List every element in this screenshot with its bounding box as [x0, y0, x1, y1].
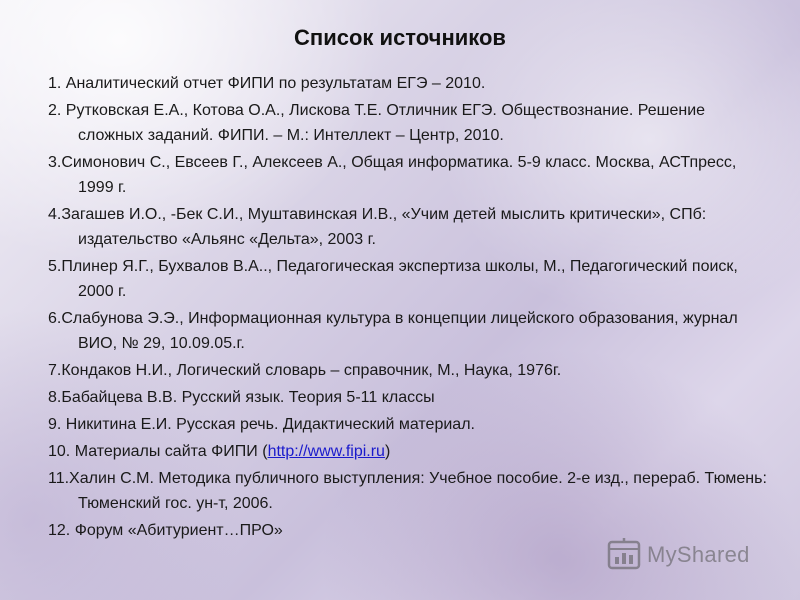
list-item: 6.Слабунова Э.Э., Информационная культура в концепции лицейского образования, журнал ВИО, № 29, 10.09.05.г.: [48, 310, 738, 352]
watermark-text: MyShared: [647, 542, 750, 567]
list-item: 12. Форум «Абитуриент…ПРО»: [48, 522, 283, 539]
fipi-link[interactable]: http://www.fipi.ru: [267, 443, 385, 460]
watermark[interactable]: [607, 537, 750, 573]
list-item: 7.Кондаков Н.И., Логический словарь – справочник, М., Наука, 1976г.: [48, 362, 562, 379]
item10-prefix: 10. Материалы сайта ФИПИ (: [48, 443, 268, 460]
list-item: 2. Рутковская Е.А., Котова О.А., Лискова Т.Е. Отличник ЕГЭ. Обществознание. Решение сложных заданий. ФИПИ. – М.: Интеллект – Центр, 2010.: [48, 102, 706, 144]
list-item: 3.Симонович С., Евсеев Г., Алексеев А., Общая информатика. 5-9 класс. Москва, АСТпресс, 1999 г.: [48, 154, 737, 196]
list-item: 11.Халин С.М. Методика публичного выступления: Учебное пособие. 2-е изд., перераб. Тюмень: Тюменский гос. ун-т, 2006.: [48, 470, 767, 512]
list-item: 5.Плинер Я.Г., Бухвалов В.А.., Педагогическая экспертиза школы, М., Педагогический поиск, 2000 г.: [48, 258, 738, 300]
myshared-logo-icon: [607, 538, 641, 572]
list-item: 8.Бабайцева В.В. Русский язык. Теория 5-11 классы: [48, 389, 435, 406]
list-item: 1. Аналитический отчет ФИПИ по результатам ЕГЭ – 2010.: [48, 75, 486, 92]
list-item: [48, 439, 768, 464]
list-item: 4.Загашев И.О., -Бек С.И., Муштавинская И.В., «Учим детей мыслить критически», СПб: издательство «Альянс «Дельта», 2003 г.: [48, 206, 707, 248]
list-item: 9. Никитина Е.И. Русская речь. Дидактический материал.: [48, 416, 475, 433]
item10-suffix: ): [384, 443, 391, 460]
sources-list: [48, 71, 768, 545]
page-title: Список источников: [294, 25, 506, 50]
